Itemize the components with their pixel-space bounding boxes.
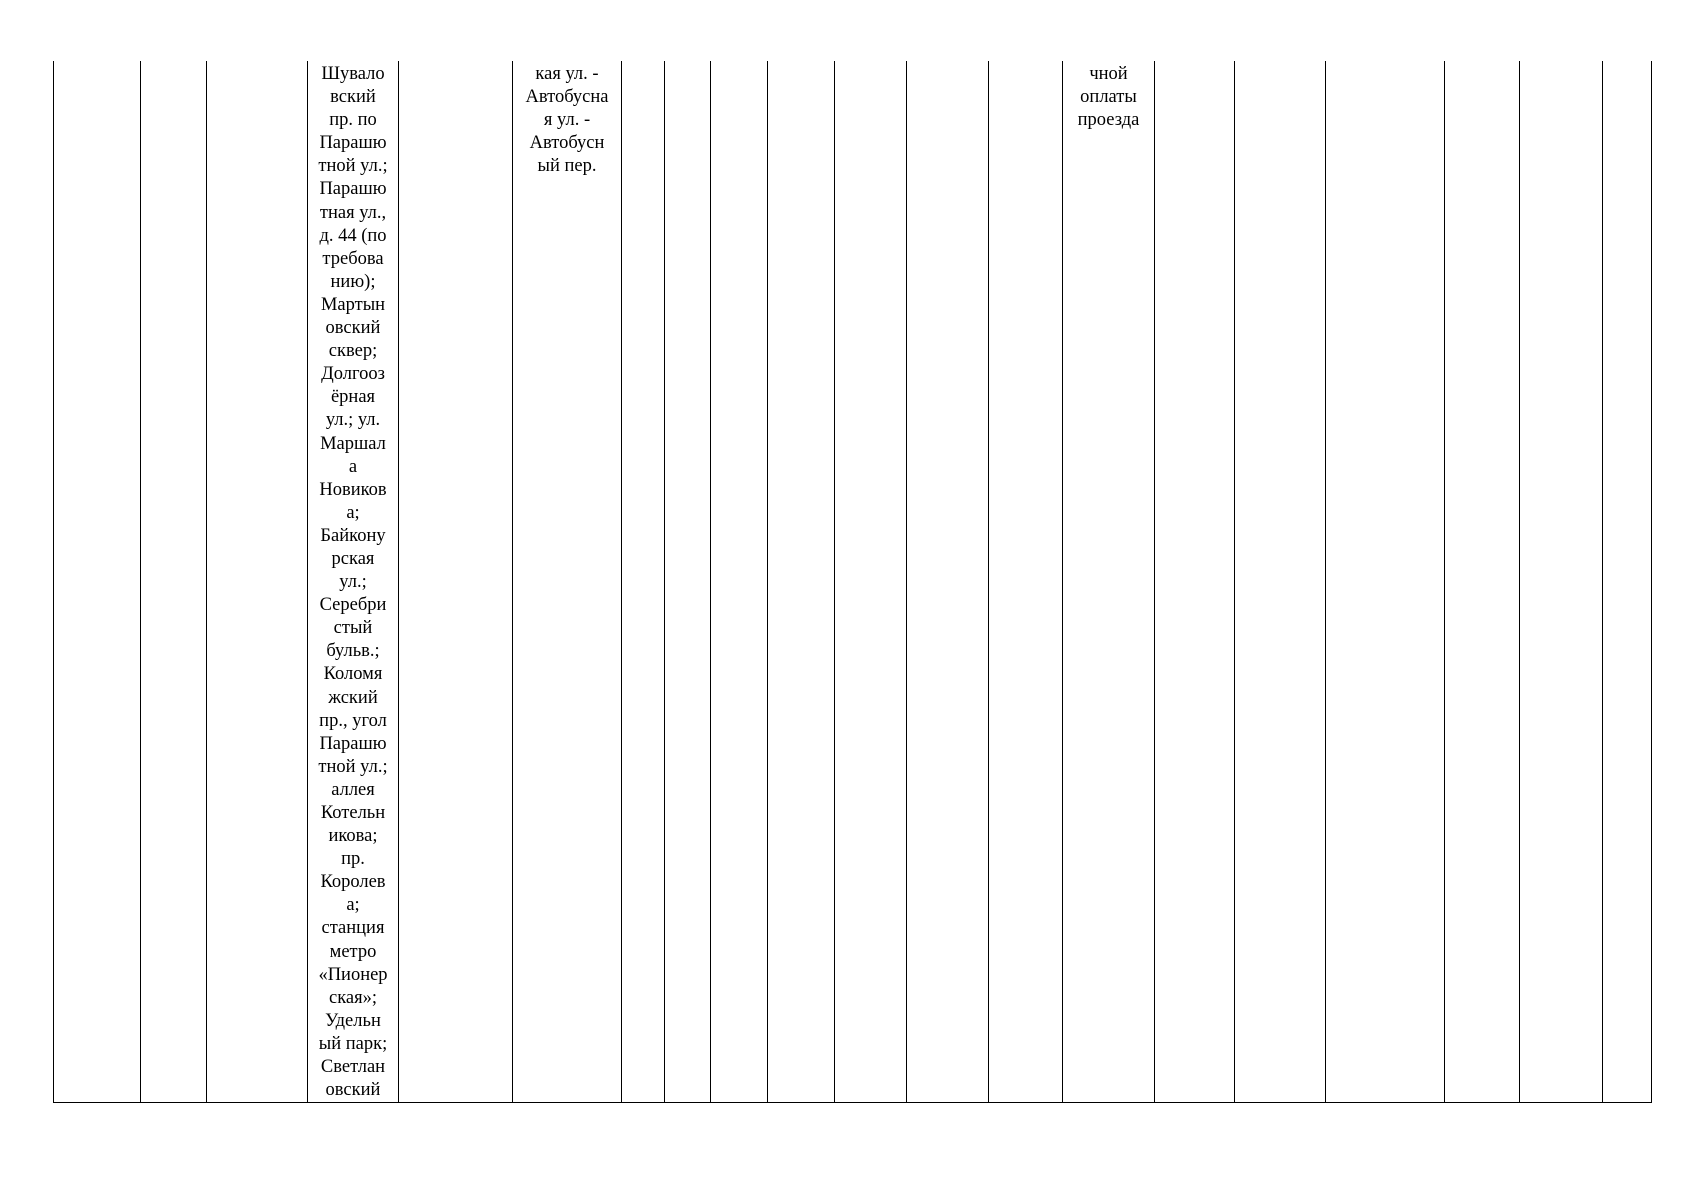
- route-stops-text: Шувало вский пр. по Парашю тной ул.; Парашю тная ул., д. 44 (по требова нию); Мартын овский сквер; Долгооз ёрная ул.; ул. Маршал а Новиков а; Байкону рская ул.; Серебри стый бульв.; Коломя жский пр., угол Парашю тной ул.; аллея Котельн икова; пр. Королев а; станция метро «Пионер ская»; Удельн ый парк; Светлан овский: [318, 64, 388, 1101]
- table-cell: [1235, 61, 1326, 1103]
- fare-payment-text: чной оплаты проезда: [1077, 64, 1140, 131]
- table-cell: [54, 61, 141, 1103]
- table-cell: [665, 61, 711, 1103]
- table-cell: [768, 61, 835, 1103]
- table-cell: [1326, 61, 1445, 1103]
- route-streets-text: кая ул. - Автобусна я ул. - Автобусн ый пер.: [525, 64, 609, 177]
- table-cell: [711, 61, 768, 1103]
- route-streets-cell: [513, 61, 622, 1103]
- table-cell: [399, 61, 513, 1103]
- table-row: [54, 61, 1652, 1103]
- table-cell: [141, 61, 207, 1103]
- table-cell: [835, 61, 907, 1103]
- table-cell: [622, 61, 665, 1103]
- table-cell: [207, 61, 308, 1103]
- table-cell: [989, 61, 1063, 1103]
- table-cell: [1603, 61, 1652, 1103]
- table-cell: [907, 61, 989, 1103]
- table-cell: [1155, 61, 1235, 1103]
- table-cell: [1445, 61, 1520, 1103]
- table-cell: [1520, 61, 1603, 1103]
- document-table: [53, 61, 1652, 1103]
- fare-payment-cell: [1063, 61, 1155, 1103]
- route-stops-cell: [308, 61, 399, 1103]
